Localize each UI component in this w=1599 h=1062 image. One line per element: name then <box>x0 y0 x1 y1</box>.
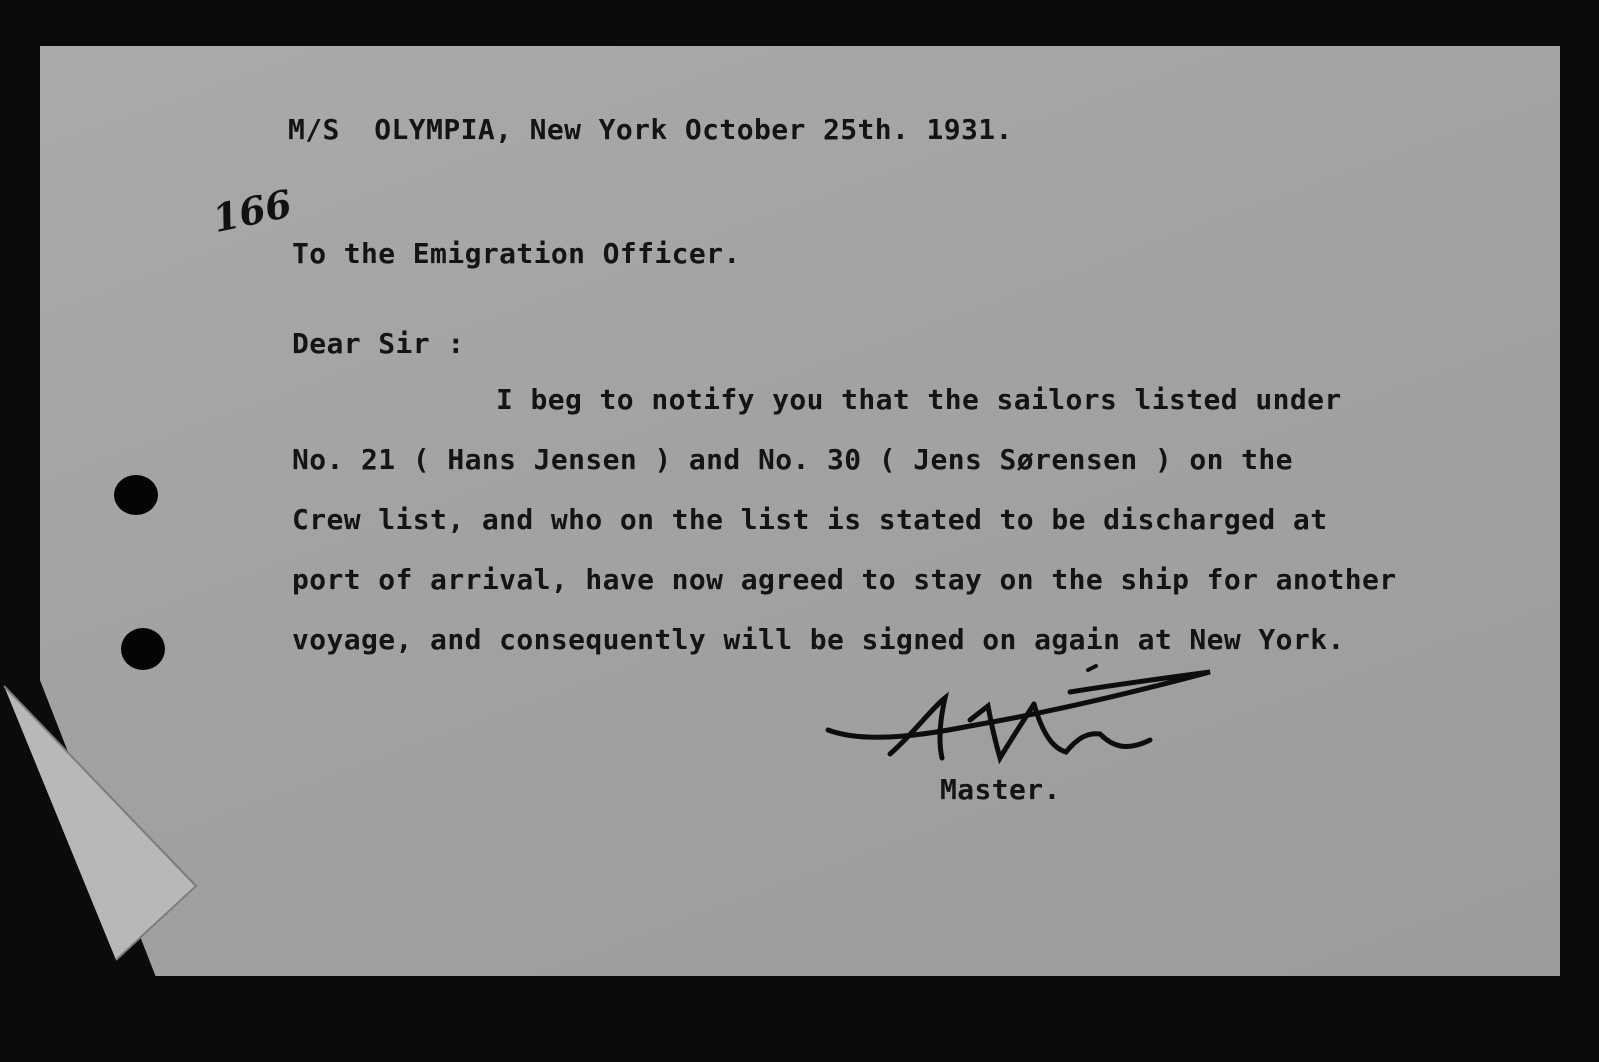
body-line-4: port of arrival, have now agreed to stay on the ship for another <box>292 563 1397 596</box>
punch-hole-top <box>114 475 158 515</box>
recipient-line: To the Emigration Officer. <box>292 237 741 270</box>
body-line-1: I beg to notify you that the sailors listed under <box>496 383 1342 416</box>
punch-hole-bottom <box>121 628 165 670</box>
salutation: Dear Sir : <box>292 327 465 360</box>
letter-header: M/S OLYMPIA, New York October 25th. 1931. <box>288 113 1013 146</box>
handwritten-signature <box>820 662 1230 782</box>
signature-title: Master. <box>940 773 1061 806</box>
body-line-3: Crew list, and who on the list is stated to be discharged at <box>292 503 1328 536</box>
stamp-number: 166 <box>208 180 296 241</box>
body-line-2: No. 21 ( Hans Jensen ) and No. 30 ( Jens Sørensen ) on the <box>292 443 1293 476</box>
body-line-5: voyage, and consequently will be signed on again at New York. <box>292 623 1345 656</box>
